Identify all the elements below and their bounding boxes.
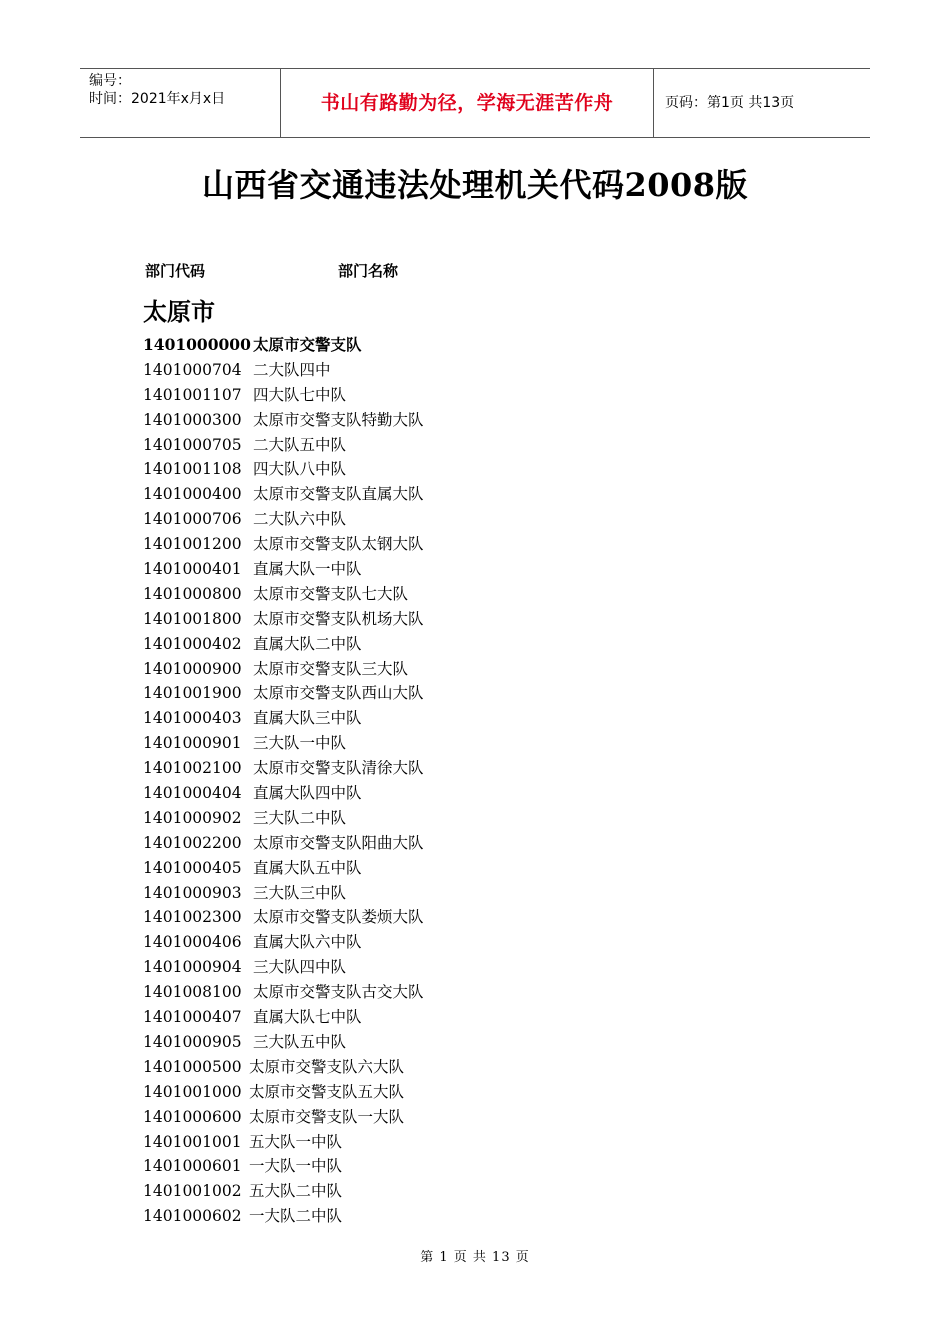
department-code: 1401001200 xyxy=(143,535,242,554)
list-item xyxy=(143,1105,843,1130)
department-code: 1401001000 xyxy=(143,1082,242,1101)
department-name: 三大队二中队 xyxy=(253,808,347,827)
department-code: 1401000403 xyxy=(143,709,242,728)
department-name: 二大队五中队 xyxy=(253,435,347,454)
list-item xyxy=(143,1005,843,1030)
department-code: 1401002100 xyxy=(143,759,242,778)
department-name: 直属大队四中队 xyxy=(253,784,362,803)
department-code: 1401000500 xyxy=(143,1057,242,1076)
department-name: 太原市交警支队太钢大队 xyxy=(253,535,424,554)
list-item xyxy=(143,657,843,682)
column-header-name: 部门名称 xyxy=(338,262,399,280)
department-name: 太原市交警支队三大队 xyxy=(253,659,409,678)
department-code: 1401000407 xyxy=(143,1008,242,1027)
department-code: 1401000800 xyxy=(143,584,242,603)
department-name: 直属大队五中队 xyxy=(253,858,362,877)
page-info: 页码：第1页 共13页 xyxy=(665,95,795,111)
list-item xyxy=(143,582,843,607)
header-page-cell xyxy=(654,69,870,137)
department-name: 直属大队六中队 xyxy=(253,933,362,952)
department-name: 太原市交警支队机场大队 xyxy=(253,609,424,628)
list-item xyxy=(143,706,843,731)
section-title: 太原市 xyxy=(143,298,215,326)
department-name: 五大队一中队 xyxy=(249,1132,343,1151)
department-code: 1401000401 xyxy=(143,560,242,579)
department-code: 1401000000 xyxy=(143,335,251,354)
department-name: 三大队一中队 xyxy=(253,734,347,753)
list-item xyxy=(143,831,843,856)
department-name: 五大队二中队 xyxy=(249,1182,343,1201)
department-code: 1401002200 xyxy=(143,833,242,852)
department-name: 太原市交警支队六大队 xyxy=(249,1057,405,1076)
department-name: 太原市交警支队娄烦大队 xyxy=(253,908,424,927)
list-item xyxy=(143,980,843,1005)
department-name: 三大队三中队 xyxy=(253,883,347,902)
list-item xyxy=(143,607,843,632)
department-name: 二大队四中 xyxy=(253,360,331,379)
list-item xyxy=(143,482,843,507)
department-name: 太原市交警支队特勤大队 xyxy=(253,410,424,429)
department-code: 1401000903 xyxy=(143,883,242,902)
list-item xyxy=(143,1154,843,1179)
department-name: 太原市交警支队古交大队 xyxy=(253,983,424,1002)
department-code: 1401000601 xyxy=(143,1157,242,1176)
department-code: 1401000405 xyxy=(143,858,242,877)
department-code: 1401000404 xyxy=(143,784,242,803)
list-item xyxy=(143,358,843,383)
department-name: 四大队七中队 xyxy=(253,385,347,404)
list-item xyxy=(143,1204,843,1229)
department-code: 1401000400 xyxy=(143,485,242,504)
department-code: 1401001108 xyxy=(143,460,242,479)
department-code: 1401001002 xyxy=(143,1182,242,1201)
department-code: 1401001107 xyxy=(143,385,242,404)
department-name: 一大队二中队 xyxy=(249,1207,343,1226)
header-motto-cell xyxy=(281,69,654,137)
department-name: 二大队六中队 xyxy=(253,510,347,529)
department-name: 一大队一中队 xyxy=(249,1157,343,1176)
department-name: 太原市交警支队清徐大队 xyxy=(253,759,424,778)
list-item xyxy=(143,955,843,980)
department-code: 1401000704 xyxy=(143,360,242,379)
list-item xyxy=(143,557,843,582)
list-item xyxy=(143,433,843,458)
list-item xyxy=(143,930,843,955)
department-code: 1401001001 xyxy=(143,1132,242,1151)
column-header-code: 部门代码 xyxy=(145,262,206,280)
entry-list xyxy=(143,333,843,1229)
department-code: 1401000904 xyxy=(143,958,242,977)
department-name: 太原市交警支队直属大队 xyxy=(253,485,424,504)
page-footer: 第 1 页 共 13 页 xyxy=(420,1250,530,1265)
document-title: 山西省交通违法处理机关代码2008版 xyxy=(201,166,749,204)
motto-text: 书山有路勤为径，学海无涯苦作舟 xyxy=(320,92,614,114)
list-item xyxy=(143,333,843,358)
list-item xyxy=(143,1030,843,1055)
department-code: 1401000300 xyxy=(143,410,242,429)
list-item xyxy=(143,532,843,557)
department-code: 1401000706 xyxy=(143,510,242,529)
list-item xyxy=(143,1179,843,1204)
department-code: 1401000705 xyxy=(143,435,242,454)
department-code: 1401002300 xyxy=(143,908,242,927)
header-meta-cell xyxy=(80,69,281,137)
list-item xyxy=(143,856,843,881)
department-name: 三大队四中队 xyxy=(253,958,347,977)
list-item xyxy=(143,756,843,781)
list-item xyxy=(143,408,843,433)
department-name: 直属大队二中队 xyxy=(253,634,362,653)
department-code: 1401001800 xyxy=(143,609,242,628)
list-item xyxy=(143,383,843,408)
department-name: 四大队八中队 xyxy=(253,460,347,479)
list-item xyxy=(143,806,843,831)
department-name: 太原市交警支队五大队 xyxy=(249,1082,405,1101)
department-code: 1401000901 xyxy=(143,734,242,753)
department-code: 1401000900 xyxy=(143,659,242,678)
department-code: 1401000402 xyxy=(143,634,242,653)
list-item xyxy=(143,632,843,657)
list-item xyxy=(143,681,843,706)
number-label: 编号： xyxy=(89,73,131,89)
department-name: 太原市交警支队 xyxy=(253,335,362,354)
department-code: 1401008100 xyxy=(143,983,242,1002)
department-name: 三大队五中队 xyxy=(253,1032,347,1051)
department-code: 1401000602 xyxy=(143,1207,242,1226)
department-name: 直属大队一中队 xyxy=(253,560,362,579)
page-header xyxy=(80,68,870,138)
list-item xyxy=(143,457,843,482)
list-item xyxy=(143,731,843,756)
department-name: 直属大队七中队 xyxy=(253,1008,362,1027)
department-code: 1401000406 xyxy=(143,933,242,952)
department-name: 太原市交警支队阳曲大队 xyxy=(253,833,424,852)
department-code: 1401001900 xyxy=(143,684,242,703)
department-name: 太原市交警支队一大队 xyxy=(249,1107,405,1126)
department-name: 太原市交警支队七大队 xyxy=(253,584,409,603)
list-item xyxy=(143,1130,843,1155)
department-name: 直属大队三中队 xyxy=(253,709,362,728)
list-item xyxy=(143,1055,843,1080)
department-name: 太原市交警支队西山大队 xyxy=(253,684,424,703)
list-item xyxy=(143,1080,843,1105)
department-code: 1401000905 xyxy=(143,1032,242,1051)
list-item xyxy=(143,507,843,532)
list-item xyxy=(143,881,843,906)
department-code: 1401000600 xyxy=(143,1107,242,1126)
time-label: 时间：2021年x月x日 xyxy=(89,91,226,107)
department-code: 1401000902 xyxy=(143,808,242,827)
list-item xyxy=(143,905,843,930)
list-item xyxy=(143,781,843,806)
